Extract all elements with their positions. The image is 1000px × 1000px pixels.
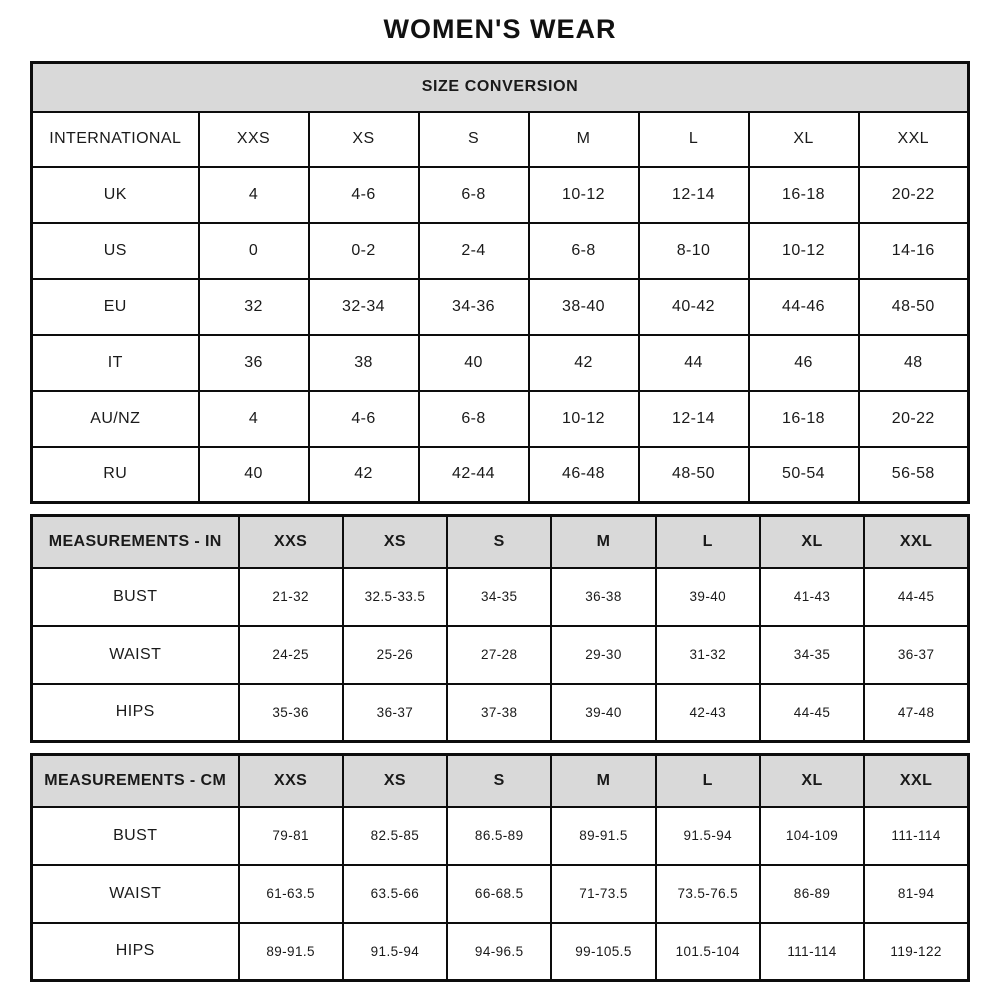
table-header-row [32, 112, 969, 167]
cell-value: 63.5-66 [343, 865, 447, 923]
cell-value: 42-44 [419, 447, 529, 503]
cell-value: 41-43 [760, 568, 864, 626]
size-column-header: XL [760, 516, 864, 568]
table-row [32, 335, 969, 391]
cell-value: 35-36 [239, 684, 343, 742]
cell-value: 79-81 [239, 807, 343, 865]
table-row [32, 223, 969, 279]
size-column-header: S [419, 112, 529, 167]
table-header-row [32, 755, 969, 807]
row-label: IT [32, 335, 199, 391]
cell-value: 0 [199, 223, 309, 279]
cell-value: 31-32 [656, 626, 760, 684]
cell-value: 44-46 [749, 279, 859, 335]
cell-value: 27-28 [447, 626, 551, 684]
size-column-header: XL [749, 112, 859, 167]
cell-value: 12-14 [639, 167, 749, 223]
cell-value: 91.5-94 [343, 923, 447, 981]
cell-value: 20-22 [859, 167, 969, 223]
table-row [32, 447, 969, 503]
measurements-cm-table [30, 753, 970, 982]
cell-value: 20-22 [859, 391, 969, 447]
cell-value: 119-122 [864, 923, 968, 981]
row-label: EU [32, 279, 199, 335]
cell-value: 4-6 [309, 167, 419, 223]
cell-value: 10-12 [529, 391, 639, 447]
row-label: AU/NZ [32, 391, 199, 447]
row-label: RU [32, 447, 199, 503]
row-label: HIPS [32, 684, 239, 742]
size-column-header: XXL [864, 516, 968, 568]
cell-value: 34-36 [419, 279, 529, 335]
cell-value: 39-40 [656, 568, 760, 626]
cell-value: 91.5-94 [656, 807, 760, 865]
table-row [32, 865, 969, 923]
cell-value: 10-12 [529, 167, 639, 223]
cell-value: 111-114 [864, 807, 968, 865]
row-label: WAIST [32, 865, 239, 923]
cell-value: 4 [199, 167, 309, 223]
cell-value: 44-45 [760, 684, 864, 742]
header-label: INTERNATIONAL [32, 112, 199, 167]
cell-value: 21-32 [239, 568, 343, 626]
cell-value: 34-35 [760, 626, 864, 684]
cell-value: 10-12 [749, 223, 859, 279]
cell-value: 66-68.5 [447, 865, 551, 923]
cell-value: 29-30 [551, 626, 655, 684]
cell-value: 16-18 [749, 167, 859, 223]
cell-value: 0-2 [309, 223, 419, 279]
cell-value: 89-91.5 [239, 923, 343, 981]
table-row [32, 923, 969, 981]
cell-value: 38-40 [529, 279, 639, 335]
cell-value: 48-50 [639, 447, 749, 503]
cell-value: 104-109 [760, 807, 864, 865]
table-header-row [32, 516, 969, 568]
size-column-header: L [656, 755, 760, 807]
cell-value: 42 [529, 335, 639, 391]
header-label: MEASUREMENTS - IN [32, 516, 239, 568]
table-row [32, 684, 969, 742]
cell-value: 44-45 [864, 568, 968, 626]
size-column-header: L [639, 112, 749, 167]
cell-value: 37-38 [447, 684, 551, 742]
cell-value: 40 [199, 447, 309, 503]
size-column-header: M [529, 112, 639, 167]
cell-value: 73.5-76.5 [656, 865, 760, 923]
cell-value: 89-91.5 [551, 807, 655, 865]
size-column-header: M [551, 516, 655, 568]
cell-value: 40-42 [639, 279, 749, 335]
row-label: WAIST [32, 626, 239, 684]
cell-value: 36 [199, 335, 309, 391]
size-column-header: XS [309, 112, 419, 167]
row-label: UK [32, 167, 199, 223]
cell-value: 6-8 [419, 391, 529, 447]
table-row [32, 807, 969, 865]
size-column-header: XXS [239, 755, 343, 807]
cell-value: 48-50 [859, 279, 969, 335]
cell-value: 50-54 [749, 447, 859, 503]
page-title: WOMEN'S WEAR [383, 14, 617, 44]
cell-value: 14-16 [859, 223, 969, 279]
cell-value: 32-34 [309, 279, 419, 335]
table-row [32, 279, 969, 335]
cell-value: 86.5-89 [447, 807, 551, 865]
size-column-header: XS [343, 755, 447, 807]
cell-value: 94-96.5 [447, 923, 551, 981]
row-label: BUST [32, 568, 239, 626]
cell-value: 2-4 [419, 223, 529, 279]
cell-value: 42-43 [656, 684, 760, 742]
cell-value: 71-73.5 [551, 865, 655, 923]
size-column-header: XXL [864, 755, 968, 807]
table-row [32, 568, 969, 626]
table-row [32, 391, 969, 447]
cell-value: 36-37 [864, 626, 968, 684]
size-column-header: S [447, 516, 551, 568]
measurements-in-table [30, 514, 970, 743]
cell-value: 32.5-33.5 [343, 568, 447, 626]
size-conversion-table [30, 61, 970, 504]
cell-value: 4-6 [309, 391, 419, 447]
cell-value: 44 [639, 335, 749, 391]
cell-value: 42 [309, 447, 419, 503]
cell-value: 16-18 [749, 391, 859, 447]
cell-value: 32 [199, 279, 309, 335]
cell-value: 40 [419, 335, 529, 391]
cell-value: 46-48 [529, 447, 639, 503]
cell-value: 25-26 [343, 626, 447, 684]
cell-value: 46 [749, 335, 859, 391]
header-label: MEASUREMENTS - CM [32, 755, 239, 807]
cell-value: 111-114 [760, 923, 864, 981]
row-label: BUST [32, 807, 239, 865]
cell-value: 38 [309, 335, 419, 391]
table-row [32, 167, 969, 223]
cell-value: 56-58 [859, 447, 969, 503]
table-caption-row [32, 63, 969, 112]
cell-value: 82.5-85 [343, 807, 447, 865]
cell-value: 101.5-104 [656, 923, 760, 981]
size-column-header: L [656, 516, 760, 568]
cell-value: 99-105.5 [551, 923, 655, 981]
cell-value: 6-8 [419, 167, 529, 223]
size-column-header: XXS [239, 516, 343, 568]
cell-value: 61-63.5 [239, 865, 343, 923]
cell-value: 86-89 [760, 865, 864, 923]
cell-value: 6-8 [529, 223, 639, 279]
cell-value: 36-38 [551, 568, 655, 626]
size-column-header: XL [760, 755, 864, 807]
size-column-header: S [447, 755, 551, 807]
row-label: HIPS [32, 923, 239, 981]
table-row [32, 626, 969, 684]
row-label: US [32, 223, 199, 279]
size-column-header: M [551, 755, 655, 807]
size-column-header: XXS [199, 112, 309, 167]
size-column-header: XXL [859, 112, 969, 167]
cell-value: 39-40 [551, 684, 655, 742]
cell-value: 8-10 [639, 223, 749, 279]
cell-value: 4 [199, 391, 309, 447]
cell-value: 48 [859, 335, 969, 391]
cell-value: 34-35 [447, 568, 551, 626]
cell-value: 24-25 [239, 626, 343, 684]
cell-value: 47-48 [864, 684, 968, 742]
cell-value: 36-37 [343, 684, 447, 742]
cell-value: 81-94 [864, 865, 968, 923]
cell-value: 12-14 [639, 391, 749, 447]
size-conversion-caption: SIZE CONVERSION [32, 63, 969, 112]
size-column-header: XS [343, 516, 447, 568]
